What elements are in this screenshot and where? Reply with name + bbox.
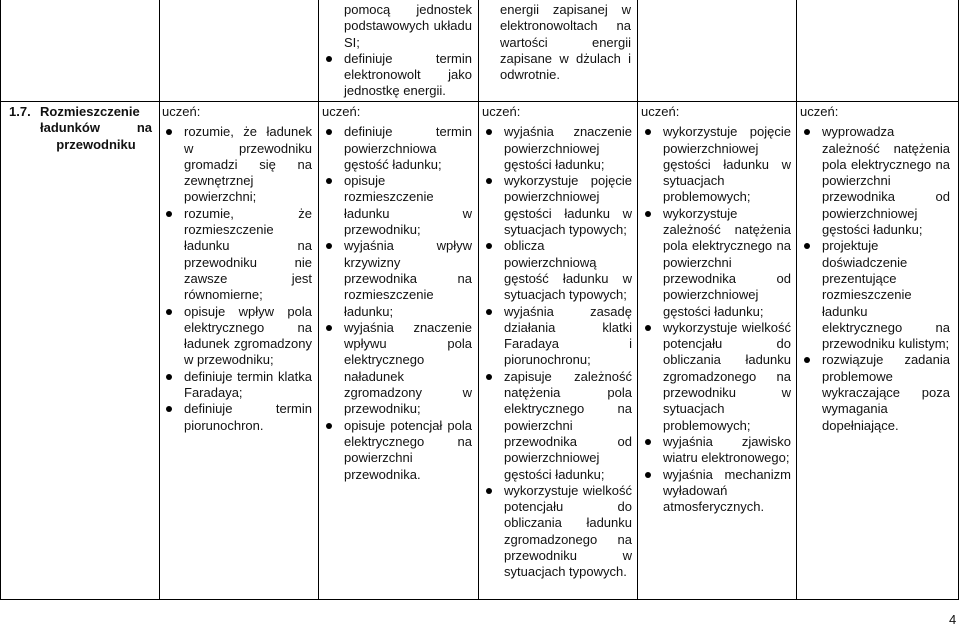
list-item: wykorzystuje zależność natężenia pola elektrycznego na powierzchni przewodnika od powierzchniowej gęstości ładunku; xyxy=(641,206,791,320)
requirements-basic xyxy=(162,104,312,434)
list-item: rozumie, że ładunek w przewodniku gromadzi się na zewnętrznej powierzchni; xyxy=(162,124,312,205)
carryover-text: pomocą jednostek podstawowych układu SI; xyxy=(344,2,472,50)
requirements-extended xyxy=(322,104,472,483)
requirements-list xyxy=(641,124,791,515)
list-item: opisuje potencjał pola elektrycznego na powierzchni przewodnika. xyxy=(322,418,472,483)
section-number: 1.7. xyxy=(9,104,31,119)
list-item: wyjaśnia wpływ krzywizny przewodnika na rozmieszczenie ładunku; xyxy=(322,238,472,319)
table-border-right xyxy=(958,0,959,600)
column-heading: uczeń: xyxy=(162,104,201,119)
list-item: definiuje termin powierzchniowa gęstość ładunku; xyxy=(322,124,472,173)
requirements-expanding xyxy=(482,104,632,581)
list-item: wykorzystuje pojęcie powierzchniowej gęstości ładunku w sytuacjach problemowych; xyxy=(641,124,791,205)
column-divider xyxy=(796,0,797,600)
column-divider xyxy=(478,0,479,600)
table-border-bottom xyxy=(0,599,959,600)
list-item: wyjaśnia znaczenie powierzchniowej gęstości ładunku; xyxy=(482,124,632,173)
column-heading: uczeń: xyxy=(641,104,680,119)
requirements-excellent xyxy=(800,104,950,434)
section-title: Rozmieszczenie ładunków na przewodniku xyxy=(40,104,152,152)
list-item: wyprowadza zależność natężenia pola elektrycznego na powierzchni przewodnika od powierzchniowej gęstości ładunku; xyxy=(800,124,950,238)
previous-row-carryover-text: energii zapisanej w elektronowoltach na wartości energii zapisane w dżulach i odwrotnie. xyxy=(500,2,631,83)
list-item: wyjaśnia znaczenie wpływu pola elektrycznego naładunek zgromadzony w przewodniku; xyxy=(322,320,472,418)
list-item: wyjaśnia zasadę działania klatki Faradaya i piorunochronu; xyxy=(482,304,632,369)
list-item: wykorzystuje wielkość potencjału do obliczania ładunku zgromadzonego na przewodniku w sytuacjach typowych. xyxy=(482,483,632,581)
list-item: zapisuje zależność natężenia pola elektrycznego na powierzchni przewodnika od powierzchniowej gęstości ładunku; xyxy=(482,369,632,483)
table-border-left xyxy=(0,0,1,600)
page-number: 4 xyxy=(949,612,957,627)
carryover-list xyxy=(322,51,472,100)
list-item: rozwiązuje zadania problemowe wykraczające poza wymagania dopełniające. xyxy=(800,352,950,433)
list-item: definiuje termin piorunochron. xyxy=(162,401,312,434)
list-item: opisuje rozmieszczenie ładunku w przewodniku; xyxy=(322,173,472,238)
list-item: wykorzystuje wielkość potencjału do obliczania ładunku zgromadzonego na przewodniku w sytuacjach problemowych; xyxy=(641,320,791,434)
column-divider xyxy=(159,0,160,600)
list-item: wyjaśnia zjawisko wiatru elektronowego; xyxy=(641,434,791,467)
requirements-list xyxy=(322,124,472,483)
column-heading: uczeń: xyxy=(322,104,361,119)
list-item: definiuje termin elektronowolt jako jednostkę energii. xyxy=(322,51,472,100)
column-divider xyxy=(637,0,638,600)
column-heading: uczeń: xyxy=(800,104,839,119)
list-item: opisuje wpływ pola elektrycznego na ładunek zgromadzony w przewodniku; xyxy=(162,304,312,369)
requirements-list xyxy=(482,124,632,580)
list-item: projektuje doświadczenie prezentujące rozmieszczenie ładunku elektrycznego na przewodniku kulistym; xyxy=(800,238,950,352)
column-heading: uczeń: xyxy=(482,104,521,119)
list-item: wykorzystuje pojęcie powierzchniowej gęstości ładunku w sytuacjach typowych; xyxy=(482,173,632,238)
list-item: definiuje termin klatka Faradaya; xyxy=(162,369,312,402)
requirements-supplementary xyxy=(641,104,791,515)
requirements-list xyxy=(800,124,950,434)
list-item: wyjaśnia mechanizm wyładowań atmosferycznych. xyxy=(641,467,791,516)
list-item: rozumie, że rozmieszczenie ładunku na przewodniku nie zawsze jest równomierne; xyxy=(162,206,312,304)
row-divider xyxy=(0,101,959,102)
list-item: oblicza powierzchniową gęstość ładunku w sytuacjach typowych; xyxy=(482,238,632,303)
previous-row-carryover xyxy=(322,2,472,100)
requirements-list xyxy=(162,124,312,434)
column-divider xyxy=(318,0,319,600)
